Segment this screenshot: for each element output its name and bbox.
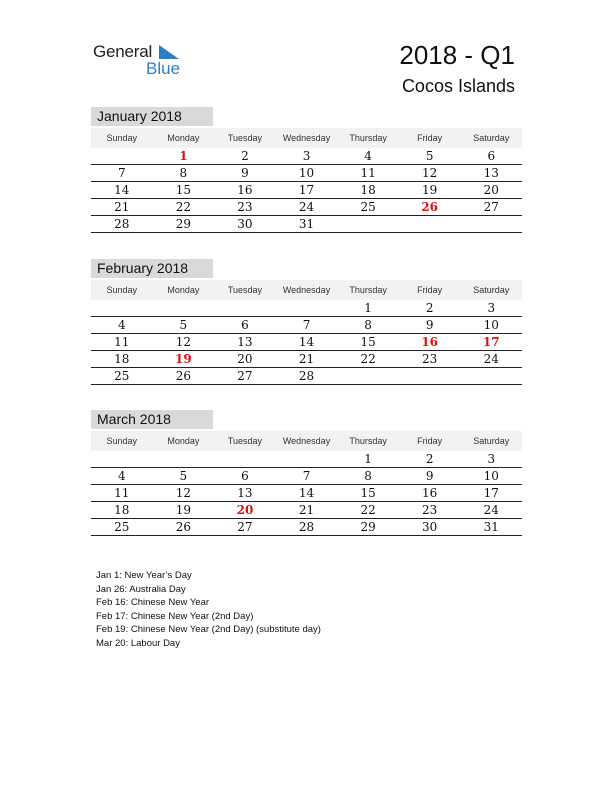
day-cell: 25: [360, 200, 376, 214]
day-cell: 4: [117, 469, 126, 483]
week-row: [91, 351, 522, 368]
week-row: [91, 519, 522, 536]
day-cell: 13: [237, 486, 253, 500]
day-cell: 31: [483, 520, 499, 534]
day-cell: 27: [483, 200, 499, 214]
day-cell: 4: [364, 149, 372, 163]
weekday-header: [91, 431, 522, 451]
day-cell: 15: [360, 486, 376, 500]
day-cell: 13: [237, 335, 253, 349]
day-cell: 17: [482, 335, 500, 349]
day-cell: 18: [360, 183, 376, 197]
week-row: [91, 300, 522, 317]
day-cell: 1: [364, 452, 372, 466]
weekday-label: Friday: [417, 285, 443, 295]
day-cell: 28: [298, 520, 315, 534]
weekday-label: Wednesday: [282, 436, 331, 446]
day-cell: 8: [364, 469, 372, 483]
day-cell: 30: [237, 217, 253, 231]
brand-logo: [93, 42, 193, 78]
day-cell: 24: [483, 503, 499, 517]
day-cell: 26: [175, 520, 191, 534]
holiday-note: Feb 19: Chinese New Year (2nd Day) (substitute day): [96, 624, 321, 636]
day-cell: 12: [175, 486, 191, 500]
day-cell: 20: [483, 183, 499, 197]
day-cell: 19: [422, 183, 438, 197]
day-cell: 14: [298, 335, 315, 349]
week-row: [91, 182, 522, 199]
week-row: [91, 368, 522, 385]
day-cell: 5: [425, 149, 434, 163]
weekday-label: Saturday: [473, 436, 510, 446]
holiday-note: Feb 17: Chinese New Year (2nd Day): [96, 610, 254, 622]
weekday-label: Thursday: [349, 285, 387, 295]
day-cell: 15: [175, 183, 191, 197]
weekday-label: Tuesday: [227, 133, 263, 143]
weekday-label: Sunday: [106, 133, 138, 143]
day-cell: 6: [241, 318, 249, 332]
day-cell: 27: [237, 520, 253, 534]
day-cell: 23: [422, 352, 438, 366]
day-cell: 31: [298, 217, 315, 231]
day-cell: 8: [364, 318, 372, 332]
day-cell: 23: [237, 200, 253, 214]
day-cell: 10: [483, 469, 499, 483]
weekday-label: Wednesday: [282, 285, 331, 295]
day-cell: 12: [175, 335, 191, 349]
day-cell: 10: [483, 318, 499, 332]
month-calendar: [91, 410, 522, 536]
day-cell: 5: [179, 318, 188, 332]
weekday-label: Friday: [417, 133, 443, 143]
weekday-label: Sunday: [106, 436, 138, 446]
week-row: [91, 199, 522, 216]
brand-line2: Blue: [146, 59, 181, 78]
flag-icon: [159, 45, 181, 61]
weekday-header: [91, 128, 522, 148]
country-name: Cocos Islands: [401, 76, 515, 96]
day-cell: 3: [487, 301, 496, 315]
week-row: [91, 468, 522, 485]
day-cell: 5: [179, 469, 188, 483]
brand-line1: General: [93, 42, 153, 61]
weekday-label: Friday: [417, 436, 443, 446]
day-cell: 3: [487, 452, 496, 466]
day-cell: 11: [114, 486, 130, 500]
day-cell: 6: [487, 149, 496, 163]
weekday-label: Monday: [167, 436, 200, 446]
day-cell: 27: [237, 369, 253, 383]
day-cell: 20: [236, 503, 254, 517]
day-cell: 16: [421, 335, 439, 349]
day-cell: 19: [175, 352, 192, 366]
weekday-label: Sunday: [106, 285, 138, 295]
day-cell: 13: [483, 166, 499, 180]
day-cell: 18: [114, 352, 130, 366]
day-cell: 25: [114, 520, 130, 534]
day-cell: 21: [298, 503, 315, 517]
day-cell: 23: [422, 503, 438, 517]
week-row: [91, 216, 522, 233]
week-row: [91, 148, 522, 165]
weekday-label: Monday: [167, 133, 200, 143]
day-cell: 24: [483, 352, 499, 366]
day-cell: 28: [298, 369, 315, 383]
day-cell: 19: [175, 503, 191, 517]
week-row: [91, 317, 522, 334]
weekday-label: Tuesday: [227, 436, 263, 446]
day-cell: 2: [241, 149, 249, 163]
day-cell: 22: [360, 352, 376, 366]
holiday-note: Mar 20: Labour Day: [96, 637, 180, 649]
day-cell: 24: [298, 200, 315, 214]
day-cell: 7: [117, 166, 126, 180]
day-cell: 26: [421, 200, 439, 214]
day-cell: 25: [114, 369, 130, 383]
weekday-label: Monday: [167, 285, 200, 295]
day-cell: 18: [114, 503, 130, 517]
day-cell: 22: [360, 503, 376, 517]
day-cell: 1: [364, 301, 372, 315]
day-cell: 9: [425, 318, 434, 332]
day-cell: 2: [425, 452, 434, 466]
day-cell: 9: [241, 166, 249, 180]
day-cell: 10: [298, 166, 315, 180]
month-label: March 2018: [91, 410, 213, 429]
day-cell: 3: [302, 149, 311, 163]
day-cell: 11: [360, 166, 376, 180]
week-row: [91, 451, 522, 468]
day-cell: 9: [425, 469, 434, 483]
day-cell: 12: [422, 166, 438, 180]
holiday-note: Jan 1: New Year’s Day: [96, 570, 192, 581]
day-cell: 6: [241, 469, 249, 483]
day-cell: 17: [298, 183, 315, 197]
weekday-label: Tuesday: [227, 285, 263, 295]
weekday-label: Saturday: [473, 285, 510, 295]
day-cell: 29: [175, 217, 191, 231]
holiday-notes: [96, 569, 321, 651]
day-cell: 7: [302, 318, 311, 332]
month-label: February 2018: [91, 259, 213, 278]
weekday-label: Thursday: [349, 436, 387, 446]
day-cell: 7: [302, 469, 311, 483]
day-cell: 14: [298, 486, 315, 500]
day-cell: 22: [175, 200, 191, 214]
day-cell: 28: [114, 217, 130, 231]
weekday-label: Wednesday: [282, 133, 331, 143]
day-cell: 1: [179, 149, 188, 163]
weekday-label: Thursday: [349, 133, 387, 143]
day-cell: 26: [175, 369, 191, 383]
day-cell: 17: [483, 486, 499, 500]
month-label: January 2018: [91, 107, 213, 126]
day-cell: 4: [117, 318, 126, 332]
day-cell: 20: [237, 352, 253, 366]
day-cell: 30: [422, 520, 438, 534]
page-title: 2018 - Q1: [399, 40, 515, 70]
weekday-header: [91, 280, 522, 300]
month-calendar: [91, 259, 522, 385]
week-row: [91, 502, 522, 519]
holiday-note: Jan 26: Australia Day: [96, 583, 186, 595]
week-row: [91, 165, 522, 182]
week-row: [91, 334, 522, 351]
day-cell: 8: [179, 166, 188, 180]
day-cell: 16: [422, 486, 438, 500]
weekday-label: Saturday: [473, 133, 510, 143]
day-cell: 29: [360, 520, 376, 534]
month-calendar: [91, 107, 522, 233]
day-cell: 15: [360, 335, 376, 349]
day-cell: 21: [114, 200, 130, 214]
day-cell: 14: [114, 183, 130, 197]
week-row: [91, 485, 522, 502]
day-cell: 11: [114, 335, 130, 349]
day-cell: 21: [298, 352, 315, 366]
day-cell: 16: [237, 183, 253, 197]
holiday-note: Feb 16: Chinese New Year: [96, 597, 210, 609]
day-cell: 2: [425, 301, 434, 315]
